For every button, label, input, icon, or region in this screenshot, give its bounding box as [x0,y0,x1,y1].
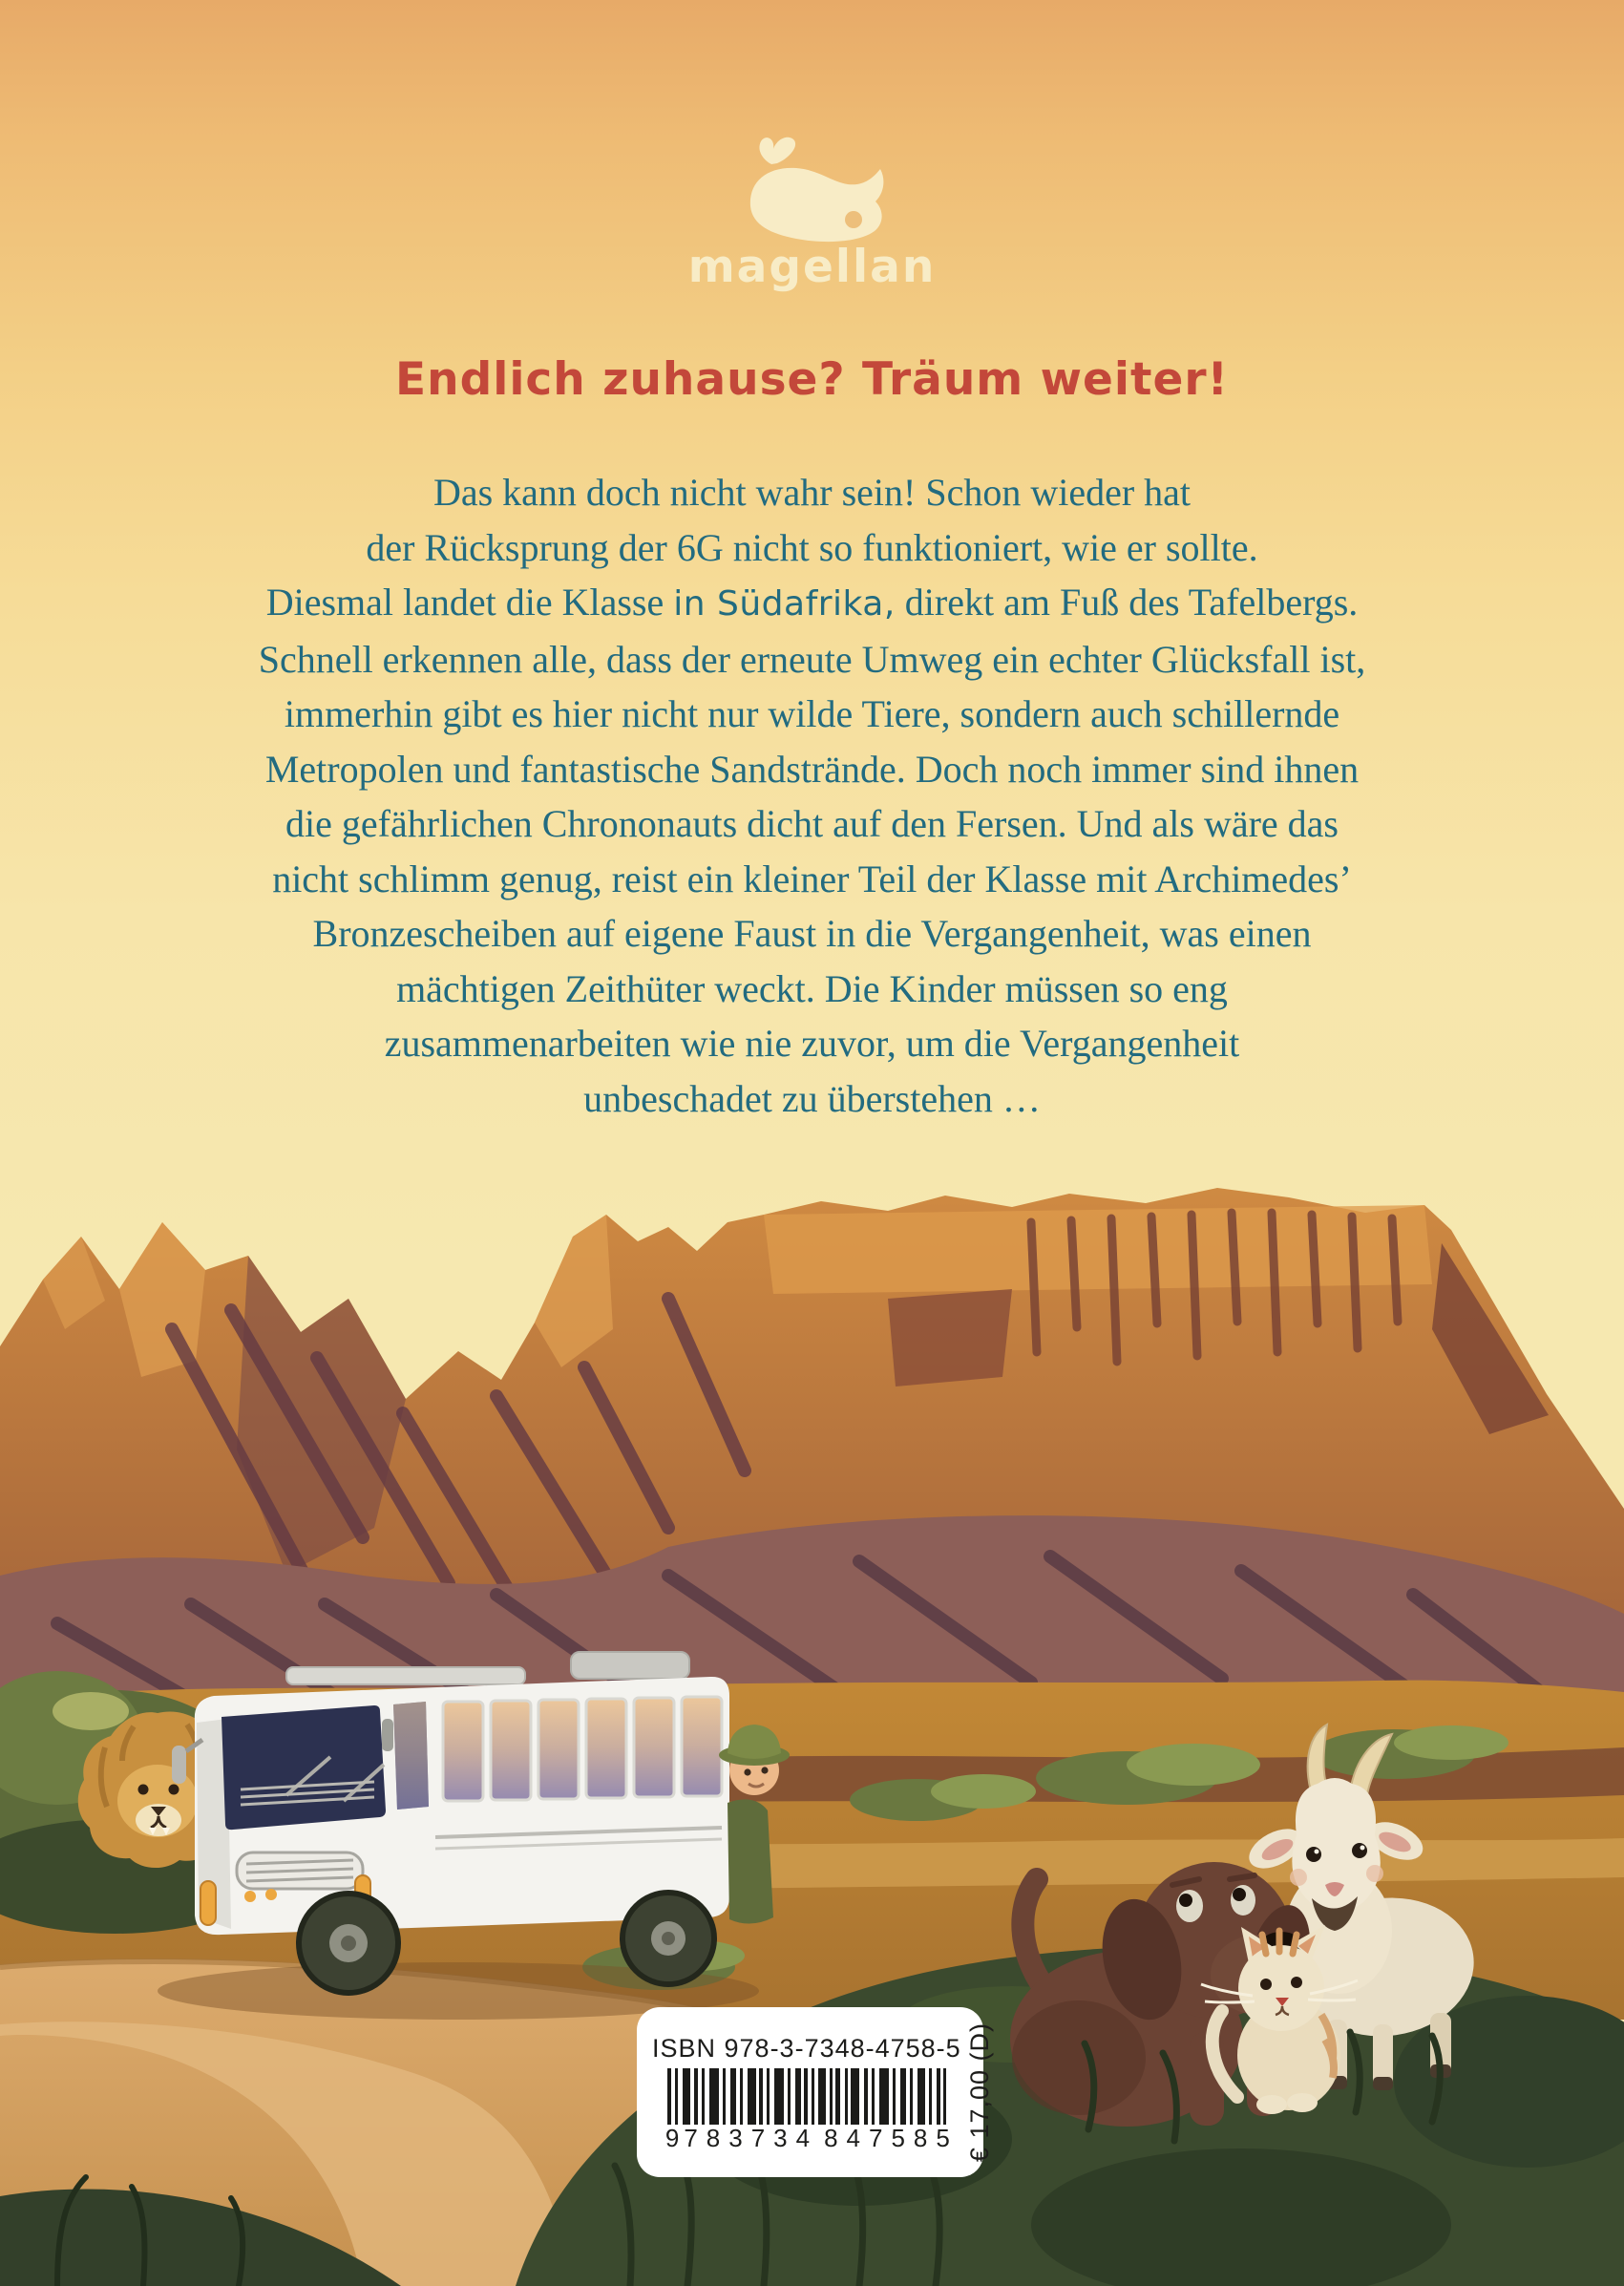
blurb-line: Das kann doch nicht wahr sein! Schon wieder hat [432,471,1192,514]
headline: Endlich zuhause? Träum weiter! [395,353,1229,406]
blurb-line: nicht schlimm genug, reist ein kleiner Teil der Klasse mit Archimedes’ [272,857,1352,900]
blurb-line: der Rücksprung der 6G nicht so funktioniert, wie er sollte. [366,525,1258,569]
blurb-line: immerhin gibt es hier nicht nur wilde Tiere, sondern auch schillernde [284,692,1340,735]
whale-icon [722,132,903,244]
publisher-logo [0,132,1624,293]
isbn-number: ISBN 978-3-7348-4758-5 [652,2033,961,2063]
blurb-line: mächtigen Zeithüter weckt. Die Kinder müssen so eng [396,966,1228,1010]
blurb-line: zusammenarbeiten wie nie zuvor, um die Vergangenheit [384,1022,1240,1065]
blurb [96,465,1529,1126]
blurb-line: die gefährlichen Chrononauts dicht auf den Fersen. Und als wäre das [285,802,1339,845]
blurb-line: Diesmal landet die Klasse in Südafrika, direkt am Fuß des Tafelbergs. [265,581,1359,624]
blurb-line: Metropolen und fantastische Sandstrände. Doch noch immer sind ihnen [264,747,1360,791]
price: € 17,00 (D) [964,2021,994,2163]
blurb-line: Bronzescheiben auf eigene Faust in die Vergangenheit, was einen [312,912,1312,955]
blurb-line: unbeschadet zu überstehen … [583,1076,1041,1120]
hand-lettered-phrase: in Südafrika, [673,584,896,624]
barcode-digits: 9 783734 847585 [664,2125,950,2151]
publisher-name: magellan [687,241,937,293]
isbn-label [637,2007,994,2177]
blurb-line: Schnell erkennen alle, dass der erneute Umweg ein echter Glücksfall ist, [258,637,1366,681]
